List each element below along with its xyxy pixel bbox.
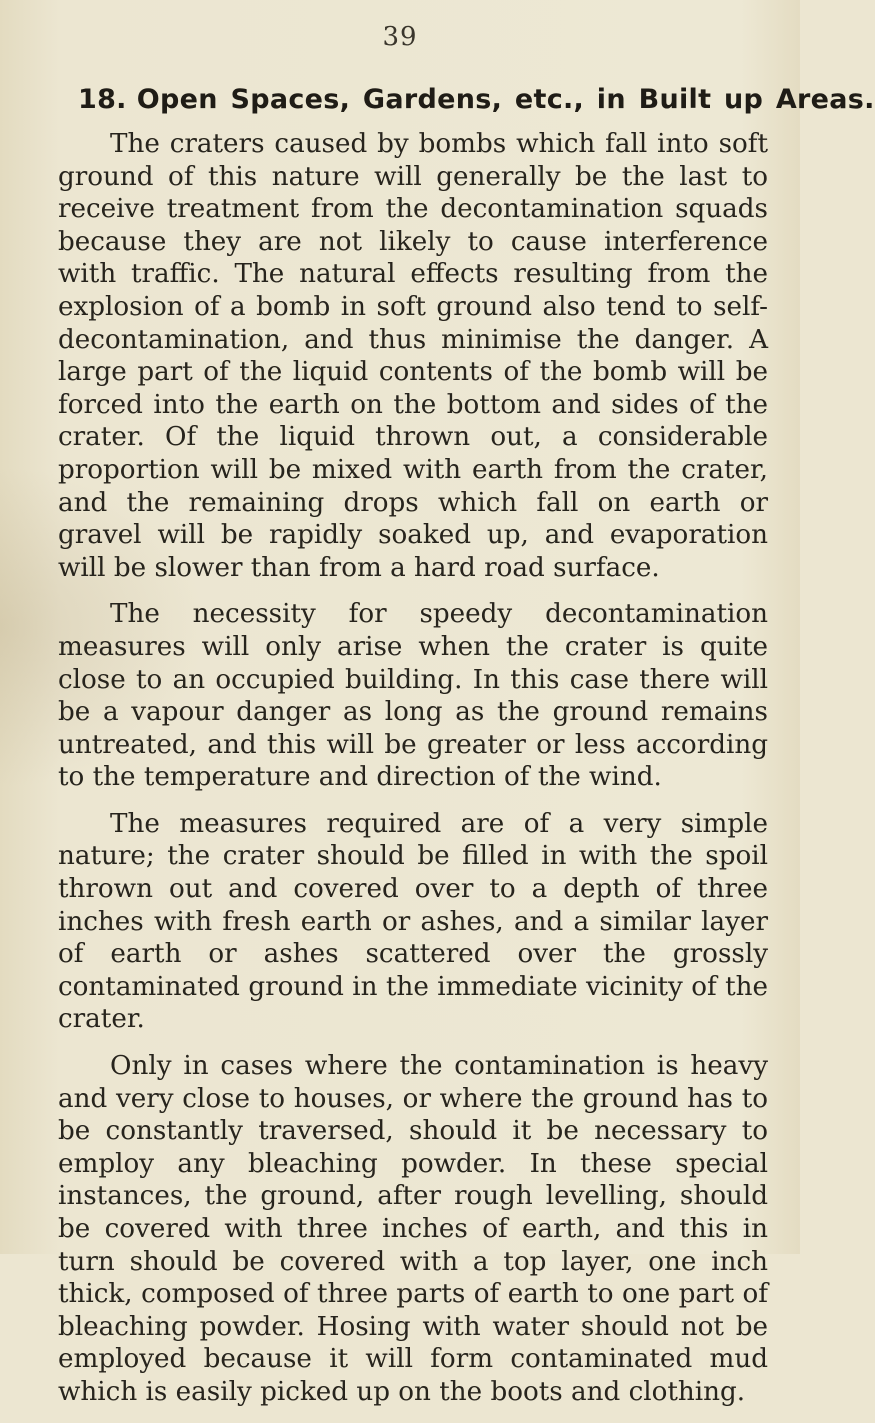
section-heading: [78, 84, 875, 115]
paragraph-4: Only in cases where the contamination is heavy and very close to houses, or where the ground has to be constantly traversed, should it be necessary to employ any bleaching powder. In these special instances, the ground, after rough levelling, should be covered with three inches of earth, and this in turn should be covered with a top layer, one inch thick, composed of three parts of earth to one part of bleaching powder. Hosing with water should not be employed because it will form contaminated mud which is easily picked up on the boots and clothing.: [58, 1051, 768, 1407]
section-number: 18.: [78, 84, 127, 115]
page-number: 39: [382, 22, 418, 52]
paragraph-2: The necessity for speedy decontamination measures will only arise when the crater is quite close to an occupied building. In this case there will be a vapour danger as long as the ground remains untreated, and this will be greater or less according to the temperature and direction of the wind.: [58, 599, 768, 793]
body-text: [58, 128, 768, 1423]
paragraph-3: The measures required are of a very simple nature; the crater should be filled in with the spoil thrown out and covered over to a depth of three inches with fresh earth or ashes, and a similar layer of earth or ashes scattered over the grossly contaminated ground in the immediate vicinity of the crater.: [58, 808, 768, 1035]
paragraph-1: The craters caused by bombs which fall into soft ground of this nature will generally be the last to receive treatment from the decontamination squads because they are not likely to cause interference with traffic. The natural effects resulting from the explosion of a bomb in soft ground also tend to self-decontamination, and thus minimise the danger. A large part of the liquid contents of the bomb will be forced into the earth on the bottom and sides of the crater. Of the liquid thrown out, a considerable proportion will be mixed with earth from the crater, and the remaining drops which fall on earth or gravel will be rapidly soaked up, and evaporation will be slower than from a hard road surface.: [58, 129, 768, 583]
section-title: Open Spaces, Gardens, etc., in Built up Areas.: [136, 84, 875, 115]
